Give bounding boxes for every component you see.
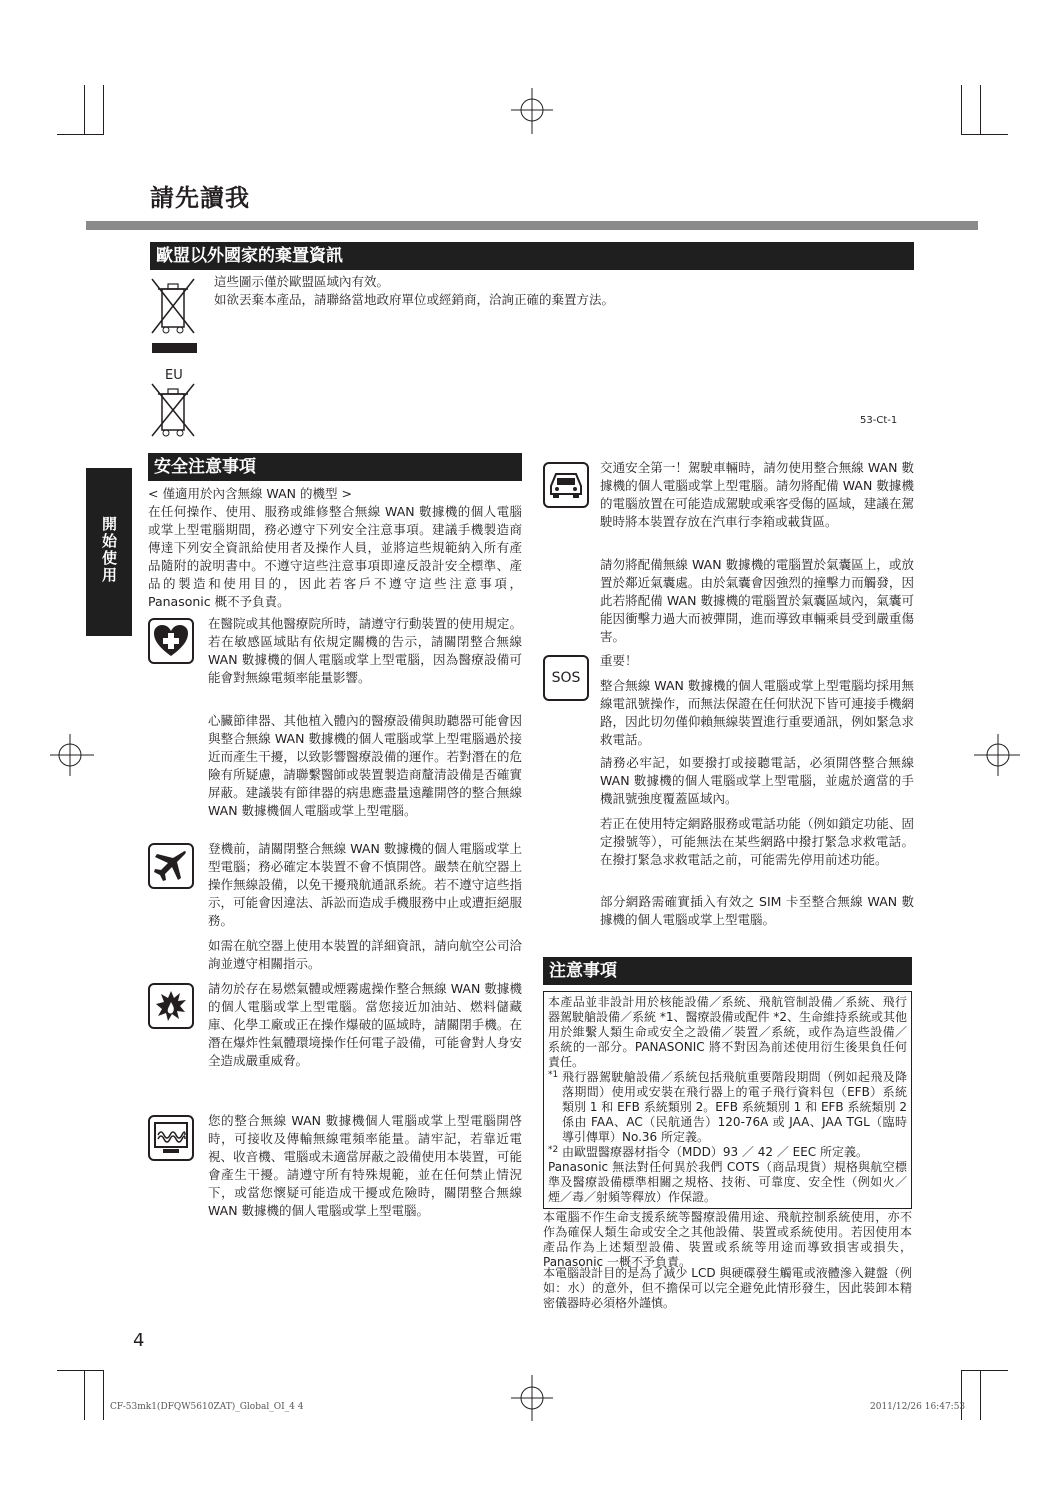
crop-mark <box>84 85 85 135</box>
footnote-2 <box>548 1145 907 1160</box>
footer-timestamp: 2011/12/26 16:47:53 <box>870 1402 966 1412</box>
caution-after-2: 本電腦設計目的是為了減少 LCD 與硬碟發生觸電或液體滲入鍵盤（例如：水）的意外，但不擔保可以完全避免此情形發生，因此裝卸本精密儀器時必須格外謹慎。 <box>543 1266 912 1310</box>
crop-mark <box>961 1370 1008 1371</box>
crop-mark <box>961 134 1008 135</box>
footnote-1 <box>548 1070 907 1145</box>
aircraft-text-1: 登機前，請關閉整合無線 WAN 數據機的個人電腦或掌上型電腦；務必確定本裝置不會不慎開啓。嚴禁在航空器上操作無線設備，以免干擾飛航通訊系統。若不遵守這些指示，可能會因違法、訴訟而造成手機服務中止或遭拒絕服務。 <box>208 841 522 928</box>
eu-label: EU <box>165 368 183 383</box>
safety-heading: 安全注意事項 <box>148 453 522 481</box>
page-number: 4 <box>133 1330 145 1351</box>
footnote-2-text: 由歐盟醫療器材指令（MDD）93 ／ 42 ／ EEC 所定義。 <box>562 1145 868 1159</box>
disposal-code: 53-Ct-1 <box>860 415 898 426</box>
airplane-icon <box>148 843 194 889</box>
registration-mark-top <box>507 88 557 138</box>
aircraft-text-2: 如需在航空器上使用本裝置的詳細資訊，請向航空公司洽詢並遵守相關指示。 <box>208 938 522 971</box>
crop-mark <box>961 1370 962 1420</box>
sos-text-4: 部分網路需確實插入有效之 SIM 卡至整合無線 WAN 數據機的個人電腦或掌上型電腦。 <box>600 894 914 927</box>
footnote-1-mark: *1 <box>548 1070 559 1080</box>
sos-text-2: 請務必牢記，如要撥打或接聽電話，必須開啓整合無線 WAN 數據機的個人電腦或掌上型電腦，並處於適當的手機訊號強度覆蓋區域內。 <box>600 755 914 806</box>
hospital-text-1: 在醫院或其他醫療院所時，請遵守行動裝置的使用規定。若在敏感區域貼有依規定關機的告示，請關閉整合無線 WAN 數據機的個人電腦或掌上型電腦，因為醫療設備可能會對無線電頻率能量影響。 <box>208 616 522 685</box>
rf-text: 您的整合無線 WAN 數據機個人電腦或掌上型電腦開啓時，可接收及傳輸無線電頻率能量。請牢記，若靠近電視、收音機、電腦或未適當屏蔽之設備使用本裝置，可能會產生干擾。請遵守所有特殊規範，並在任何禁止情況下，或當您懷疑可能造成干擾或危險時，關閉整合無線 WAN 數據機的個人電腦或掌上型電腦。 <box>208 1113 522 1218</box>
medical-heart-icon <box>148 618 194 664</box>
caution-box-text: 本產品並非設計用於核能設備／系統、飛航管制設備／系統、飛行器駕駛艙設備／系統 *1、醫療設備或配件 *2、生命維持系統或其他用於維繫人類生命或安全之設備／裝置／系統，或作為這些設備／系統的一部分。PANASONIC 將不對因為前述使用衍生後果負任何責任。 <box>548 995 907 1069</box>
crop-mark <box>57 134 104 135</box>
sos-label: SOS <box>551 670 581 686</box>
footer-file-name: CF-53mk1(DFQW5610ZAT)_Global_OI_4 4 <box>110 1402 304 1412</box>
crop-mark <box>84 1370 85 1420</box>
safety-intro-note: < 僅適用於內含無線 WAN 的機型 > <box>148 486 352 501</box>
sos-text-3: 若正在使用特定網路服務或電話功能（例如鎖定功能、固定撥號等），可能無法在某些網路中撥打緊急求救電話。在撥打緊急求救電話之前，可能需先停用前述功能。 <box>600 816 914 867</box>
footnote-1-text: 飛行器駕駛艙設備／系統包括飛航重要階段期間（例如起飛及降落期間）使用或安裝在飛行器上的電子飛行資料包（EFB）系統類別 1 和 EFB 系統類別 2。EFB 系統類別 1 和 EFB 系統類別 2 係由 FAA、AC（民航通告）120-76A 或 JAA、JAA TGL（臨時導引傳單）No.36 所定義。 <box>562 1070 907 1144</box>
disposal-line-2: 如欲丟棄本產品，請聯絡當地政府單位或經銷商，洽詢正確的棄置方法。 <box>214 292 615 307</box>
car-icon <box>543 462 589 508</box>
crop-mark <box>980 85 981 135</box>
caution-box-tail: Panasonic 無法對任何異於我們 COTS（商品現貨）規格與航空標準及醫療設備標準相關之規格、技術、可靠度、安全性（例如火／煙／毒／射頻等釋放）作保證。 <box>548 1160 907 1204</box>
registration-mark-right <box>970 730 1020 780</box>
registration-mark-left <box>50 730 100 780</box>
explosive-fire-icon <box>148 983 194 1029</box>
disposal-heading: 歐盟以外國家的棄置資訊 <box>150 242 914 270</box>
explosive-text: 請勿於存在易燃氣體或煙霧處操作整合無線 WAN 數據機的個人電腦或掌上型電腦。當您接近加油站、燃料儲藏庫、化學工廠或正在操作爆破的區域時，請關閉手機。在潛在爆炸性氣體環境操作任何電子設備，可能會對人身安全造成嚴重威脅。 <box>208 981 522 1068</box>
sos-text-1: 整合無線 WAN 數據機的個人電腦或掌上型電腦均採用無線電訊號操作，而無法保證在任何狀況下皆可連接手機網路，因此切勿僅仰賴無線裝置進行重要通訊，例如緊急求救電話。 <box>600 678 914 747</box>
side-tab <box>86 468 132 636</box>
footnote-2-mark: *2 <box>548 1145 559 1155</box>
rf-waves-icon <box>148 1115 194 1161</box>
crossed-bin-icon <box>148 275 200 337</box>
road-text-1: 交通安全第一！駕駛車輛時，請勿使用整合無線 WAN 數據機的個人電腦或掌上型電腦。請勿將配備 WAN 數據機的電腦放置在可能造成駕駛或乘客受傷的區域，建議在駕駛時將本裝置存放在汽車行李箱或載貨區。 <box>600 460 914 529</box>
side-tab-label: 開始使用 <box>100 516 118 584</box>
caution-after-1: 本電腦不作生命支援系統等醫療設備用途、飛航控制系統使用，亦不作為確保人類生命或安全之其他設備、裝置或系統使用。若因使用本產品作為上述類型設備、裝置或系統等用途而導致損害或損失，Panasonic 一概不予負責。 <box>543 1210 912 1269</box>
sos-icon <box>543 655 589 701</box>
crop-mark <box>961 85 962 135</box>
important-label: 重要！ <box>600 653 638 668</box>
crop-mark <box>980 1370 981 1420</box>
crop-mark <box>57 1370 104 1371</box>
header-rule <box>86 221 978 230</box>
eu-crossed-bin-icon <box>148 380 200 440</box>
disposal-line-1: 這些圖示僅於歐盟區域內有效。 <box>214 274 390 289</box>
page-title: 請先讀我 <box>150 184 250 212</box>
safety-intro: 在任何操作、使用、服務或維修整合無線 WAN 數據機的個人電腦或掌上型電腦期間，務必遵守下列安全注意事項。建議手機製造商傳達下列安全資訊給使用者及操作人員，並將這些規範納入所有產品隨附的說明書中。不遵守這些注意事項即違反設計安全標準、產品的製造和使用目的，因此若客戶不遵守這些注意事項，Panasonic 概不予負責。 <box>148 504 522 609</box>
caution-heading: 注意事項 <box>543 957 912 985</box>
hospital-text-2: 心臟節律器、其他植入體內的醫療設備與助聽器可能會因與整合無線 WAN 數據機的個人電腦或掌上型電腦過於接近而產生干擾，以致影響醫療設備的運作。若對潛在的危險有所疑慮，請聯繫醫師或裝置製造商釐清設備是否確實屏蔽。建議裝有節律器的病患應盡量遠離開啓的整合無線 WAN 數據機個人電腦或掌上型電腦。 <box>208 713 522 818</box>
road-text-2: 請勿將配備無線 WAN 數據機的電腦置於氣囊區上，或放置於鄰近氣囊處。由於氣囊會因強烈的撞擊力而觸發，因此若將配備 WAN 數據機的電腦置於氣囊區域內，氣囊可能因衝擊力過大而被彈開，進而導致車輛乘員受到嚴重傷害。 <box>600 557 914 644</box>
crop-mark <box>103 85 104 135</box>
crop-mark <box>103 1370 104 1420</box>
bin-underbar <box>152 343 197 353</box>
registration-mark-bottom <box>507 1373 557 1423</box>
caution-notice-box <box>543 991 912 1209</box>
